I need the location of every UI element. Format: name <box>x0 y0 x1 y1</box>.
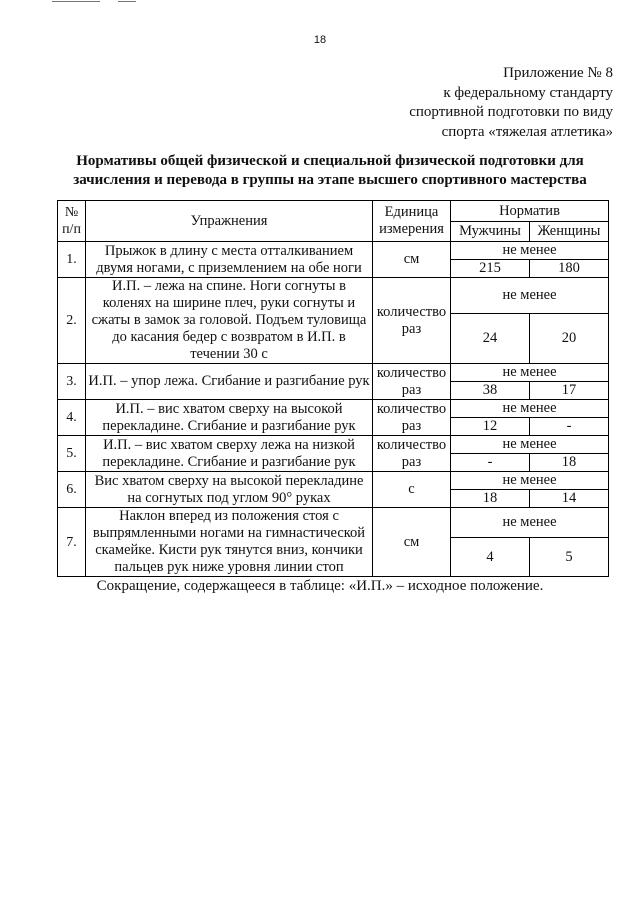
unit-cell: количество раз <box>373 364 451 400</box>
appendix-header <box>273 64 613 142</box>
men-value: 18 <box>451 490 530 508</box>
women-value: 14 <box>530 490 609 508</box>
row-number: 3. <box>58 364 86 400</box>
row-number: 4. <box>58 400 86 436</box>
qualifier-cell: не менее <box>451 508 609 538</box>
title-line: Нормативы общей физической и специальной физической подготовки для <box>76 153 584 169</box>
footnote: Сокращение, содержащееся в таблице: «И.П.» – исходное положение. <box>96 578 544 594</box>
header-exercise: Упражнения <box>86 201 373 242</box>
qualifier-cell: не менее <box>451 364 609 382</box>
unit-cell: с <box>373 472 451 508</box>
exercise-text: И.П. – вис хватом сверху лежа на низкой перекладине. Сгибание и разгибание рук <box>86 436 373 472</box>
appendix-line: спортивной подготовки по виду <box>409 104 613 120</box>
scan-artifact <box>118 1 136 2</box>
women-value: 18 <box>530 454 609 472</box>
qualifier-cell: не менее <box>451 400 609 418</box>
unit-cell: количество раз <box>373 278 451 364</box>
men-value: 12 <box>451 418 530 436</box>
row-number: 1. <box>58 242 86 278</box>
men-value: - <box>451 454 530 472</box>
qualifier-cell: не менее <box>451 278 609 314</box>
women-value: 5 <box>530 538 609 577</box>
appendix-line: спорта «тяжелая атлетика» <box>441 123 613 140</box>
page-number: 18 <box>313 34 327 46</box>
norms-table <box>57 200 609 577</box>
men-value: 215 <box>451 260 530 278</box>
qualifier-cell: не менее <box>451 472 609 490</box>
men-value: 24 <box>451 314 530 364</box>
men-value: 4 <box>451 538 530 577</box>
row-number: 5. <box>58 436 86 472</box>
header-norm: Норматив <box>451 201 609 222</box>
exercise-text: Прыжок в длину с места отталкиванием двумя ногами, с приземлением на обе ноги <box>86 242 373 278</box>
exercise-text: Вис хватом сверху на высокой перекладине на согнутых под углом 90° руках <box>86 472 373 508</box>
qualifier-cell: не менее <box>451 436 609 454</box>
title-line: зачисления и перевода в группы на этапе высшего спортивного мастерства <box>73 172 587 188</box>
document-title <box>40 152 620 190</box>
men-value: 38 <box>451 382 530 400</box>
exercise-text: И.П. – лежа на спине. Ноги согнуты в коленях на ширине плеч, руки согнуты и сжаты в замок за головой. Подъем туловища до касания бедер с возвратом в И.П. в течении 30 с <box>86 278 373 364</box>
women-value: - <box>530 418 609 436</box>
unit-cell: см <box>373 242 451 278</box>
women-value: 20 <box>530 314 609 364</box>
header-unit: Единица измерения <box>373 201 451 242</box>
appendix-line: Приложение № 8 <box>503 65 613 81</box>
appendix-line: к федеральному стандарту <box>443 84 613 101</box>
women-value: 180 <box>530 260 609 278</box>
scan-artifact <box>52 1 100 2</box>
exercise-text: И.П. – упор лежа. Сгибание и разгибание рук <box>86 364 373 400</box>
unit-cell: см <box>373 508 451 577</box>
header-men: Мужчины <box>451 222 530 242</box>
header-women: Женщины <box>530 222 609 242</box>
exercise-text: Наклон вперед из положения стоя с выпрямленными ногами на гимнастической скамейке. Кисти рук тянутся вниз, кончики пальцев рук ниже уровня линии стоп <box>86 508 373 577</box>
row-number: 6. <box>58 472 86 508</box>
header-num: № п/п <box>58 201 86 242</box>
exercise-text: И.П. – вис хватом сверху на высокой перекладине. Сгибание и разгибание рук <box>86 400 373 436</box>
unit-cell: количество раз <box>373 436 451 472</box>
row-number: 2. <box>58 278 86 364</box>
unit-cell: количество раз <box>373 400 451 436</box>
qualifier-cell: не менее <box>451 242 609 260</box>
women-value: 17 <box>530 382 609 400</box>
row-number: 7. <box>58 508 86 577</box>
